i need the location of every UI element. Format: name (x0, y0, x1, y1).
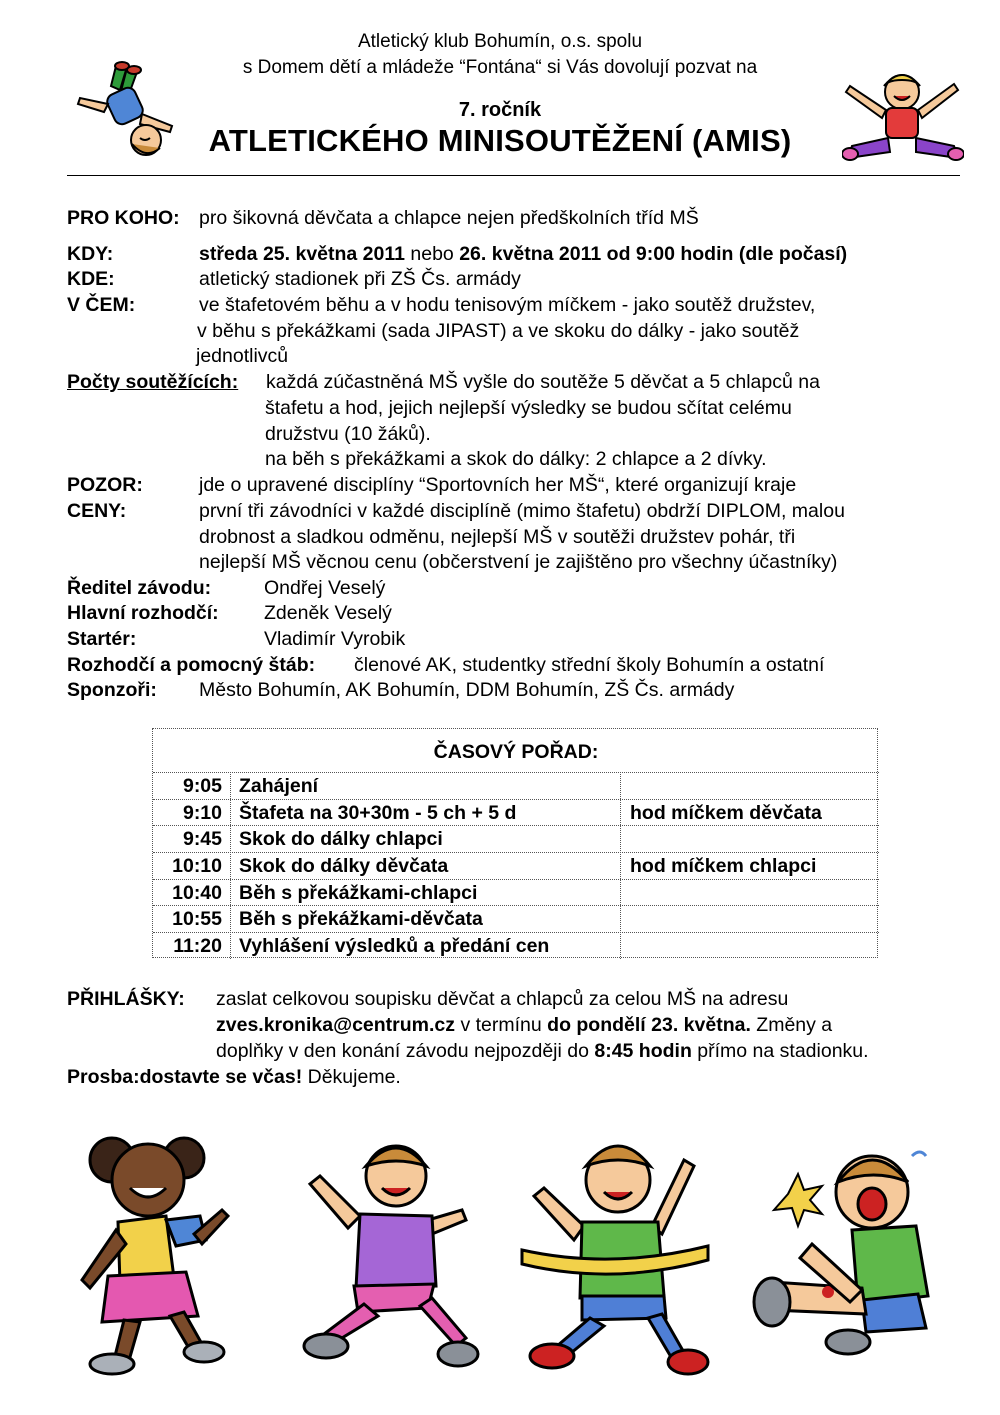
kdy-date-1: středa 25. května 2011 (199, 243, 405, 265)
prihlasky-text: Změny a (750, 1014, 833, 1036)
schedule-time: 9:10 (182, 802, 222, 824)
schedule-event: Štafeta na 30+30m - 5 ch + 5 d (239, 802, 517, 824)
schedule-extra: hod míčkem chlapci (630, 855, 817, 877)
pocty-line-2: štafetu a hod, jejich nejlepší výsledky se budou sčítat celému (265, 397, 792, 419)
sponzori-text: Město Bohumín, AK Bohumín, DDM Bohumín, ZŠ Čs. armády (199, 679, 735, 701)
ceny-line-3: nejlepší MŠ věcnou cenu (občerstvení je zajištěno pro všechny účastníky) (199, 551, 838, 573)
pocty-line-1: každá zúčastněná MŠ vyšle do soutěže 5 děvčat a 5 chlapců na (266, 371, 820, 393)
pozor-text: jde o upravené disciplíny “Sportovních her MŠ“, které organizují kraje (199, 474, 797, 496)
dancing-girl-image (72, 1130, 230, 1376)
page-title: ATLETICKÉHO MINISOUTĚŽENÍ (AMIS) (208, 123, 792, 158)
schedule-event: Skok do dálky chlapci (239, 828, 443, 850)
sponzori-label: Sponzoři: (67, 679, 157, 701)
kdy-date-2: 26. května 2011 od 9:00 hodin (dle počasí) (459, 243, 848, 265)
ceny-label: CENY: (67, 500, 127, 522)
prihlasky-text: v termínu (455, 1014, 548, 1036)
schedule-row (153, 932, 879, 959)
finish-line-boy-image (518, 1130, 712, 1380)
prihlasky-line-2 (216, 1013, 832, 1037)
schedule-row (153, 825, 879, 852)
prihlasky-line-3 (216, 1039, 869, 1063)
schedule-event: Běh s překážkami-chlapci (239, 882, 478, 904)
starter-text: Vladimír Vyrobik (264, 628, 406, 650)
pocty-line-4: na běh s překážkami a skok do dálky: 2 chlapce a 2 dívky. (265, 448, 767, 470)
reditel-text: Ondřej Veselý (264, 577, 386, 599)
rozhodci-text: Zdeněk Veselý (264, 602, 392, 624)
schedule-time: 9:45 (182, 828, 222, 850)
ceny-line-1: první tři závodníci v každé disciplíně (mimo štafetu) obdrží DIPLOM, malou (199, 500, 845, 522)
pro-koho-text: pro šikovná děvčata a chlapce nejen předškolních tříd MŠ (199, 207, 699, 229)
edition-label: 7. ročník (458, 99, 542, 121)
v-cem-line-3: jednotlivců (196, 345, 289, 367)
schedule-row (153, 772, 879, 799)
prihlasky-line-1: zaslat celkovou soupisku děvčat a chlapců za celou MŠ na adresu (216, 988, 789, 1010)
kde-text: atletický stadionek při ZŠ Čs. armády (199, 268, 521, 290)
schedule-row (153, 905, 879, 932)
kdy-label: KDY: (67, 243, 114, 265)
prosba-bold: Prosba:dostavte se včas! (67, 1066, 303, 1088)
starter-label: Startér: (67, 628, 137, 650)
prosba-rest: Děkujeme. (302, 1066, 401, 1088)
rozhodci-label: Hlavní rozhodčí: (67, 602, 219, 624)
schedule-extra: hod míčkem děvčata (630, 802, 822, 824)
schedule-event: Vyhlášení výsledků a předání cen (239, 935, 550, 957)
header-line-2: s Domem dětí a mládeže “Fontána“ si Vás dovolují pozvat na (242, 57, 758, 78)
hurt-knee-boy-image (752, 1132, 940, 1358)
schedule-title: ČASOVÝ POŘAD: (433, 741, 599, 763)
cartwheel-kid-image (72, 60, 184, 164)
kde-label: KDE: (67, 268, 115, 290)
schedule-time: 10:10 (172, 855, 222, 877)
schedule-row (153, 879, 879, 906)
jumping-boy-image (300, 1140, 480, 1372)
stab-text: členové AK, studentky střední školy Bohumín a ostatní (354, 654, 825, 676)
prihlasky-text: doplňky v den konání závodu nejpozději do (216, 1040, 595, 1062)
ceny-line-2: drobnost a sladkou odměnu, nejlepší MŠ v soutěži družstev pohár, tři (199, 526, 796, 548)
prosba-line (67, 1065, 401, 1089)
pozor-label: POZOR: (67, 474, 143, 496)
pocty-label: Počty soutěžících: (67, 371, 239, 393)
v-cem-line-2: v běhu s překážkami (sada JIPAST) a ve skoku do dálky - jako soutěž (197, 320, 800, 342)
pro-koho-label: PRO KOHO: (67, 207, 180, 229)
schedule-time: 11:20 (173, 935, 222, 957)
schedule-row (153, 799, 879, 826)
email-link[interactable]: zves.kronika@centrum.cz (216, 1014, 456, 1036)
header-divider (67, 175, 960, 176)
schedule-row (153, 852, 879, 879)
v-cem-label: V ČEM: (67, 294, 136, 316)
schedule-time: 10:40 (172, 882, 222, 904)
reditel-label: Ředitel závodu: (67, 577, 212, 599)
v-cem-line-1: ve štafetovém běhu a v hodu tenisovým míčkem - jako soutěž družstev, (199, 294, 816, 316)
schedule-table (152, 728, 878, 958)
schedule-event: Skok do dálky děvčata (239, 855, 449, 877)
kdy-text (199, 242, 847, 266)
schedule-event: Běh s překážkami-děvčata (239, 908, 483, 930)
stab-label: Rozhodčí a pomocný štáb: (67, 654, 316, 676)
header-line-1: Atletický klub Bohumín, o.s. spolu (357, 31, 643, 52)
kdy-or: nebo (404, 243, 460, 265)
schedule-time: 9:05 (182, 775, 222, 797)
pocty-line-3: družstvu (10 žáků). (265, 423, 431, 445)
prihlasky-text: přímo na stadionku. (691, 1040, 869, 1062)
schedule-event: Zahájení (239, 775, 319, 797)
deadline-text: do pondělí 23. května. (547, 1014, 751, 1036)
prihlasky-label: PŘIHLÁŠKY: (67, 988, 185, 1010)
latest-time: 8:45 hodin (594, 1040, 692, 1062)
schedule-time: 10:55 (172, 908, 222, 930)
jumping-girl-image (842, 66, 964, 164)
